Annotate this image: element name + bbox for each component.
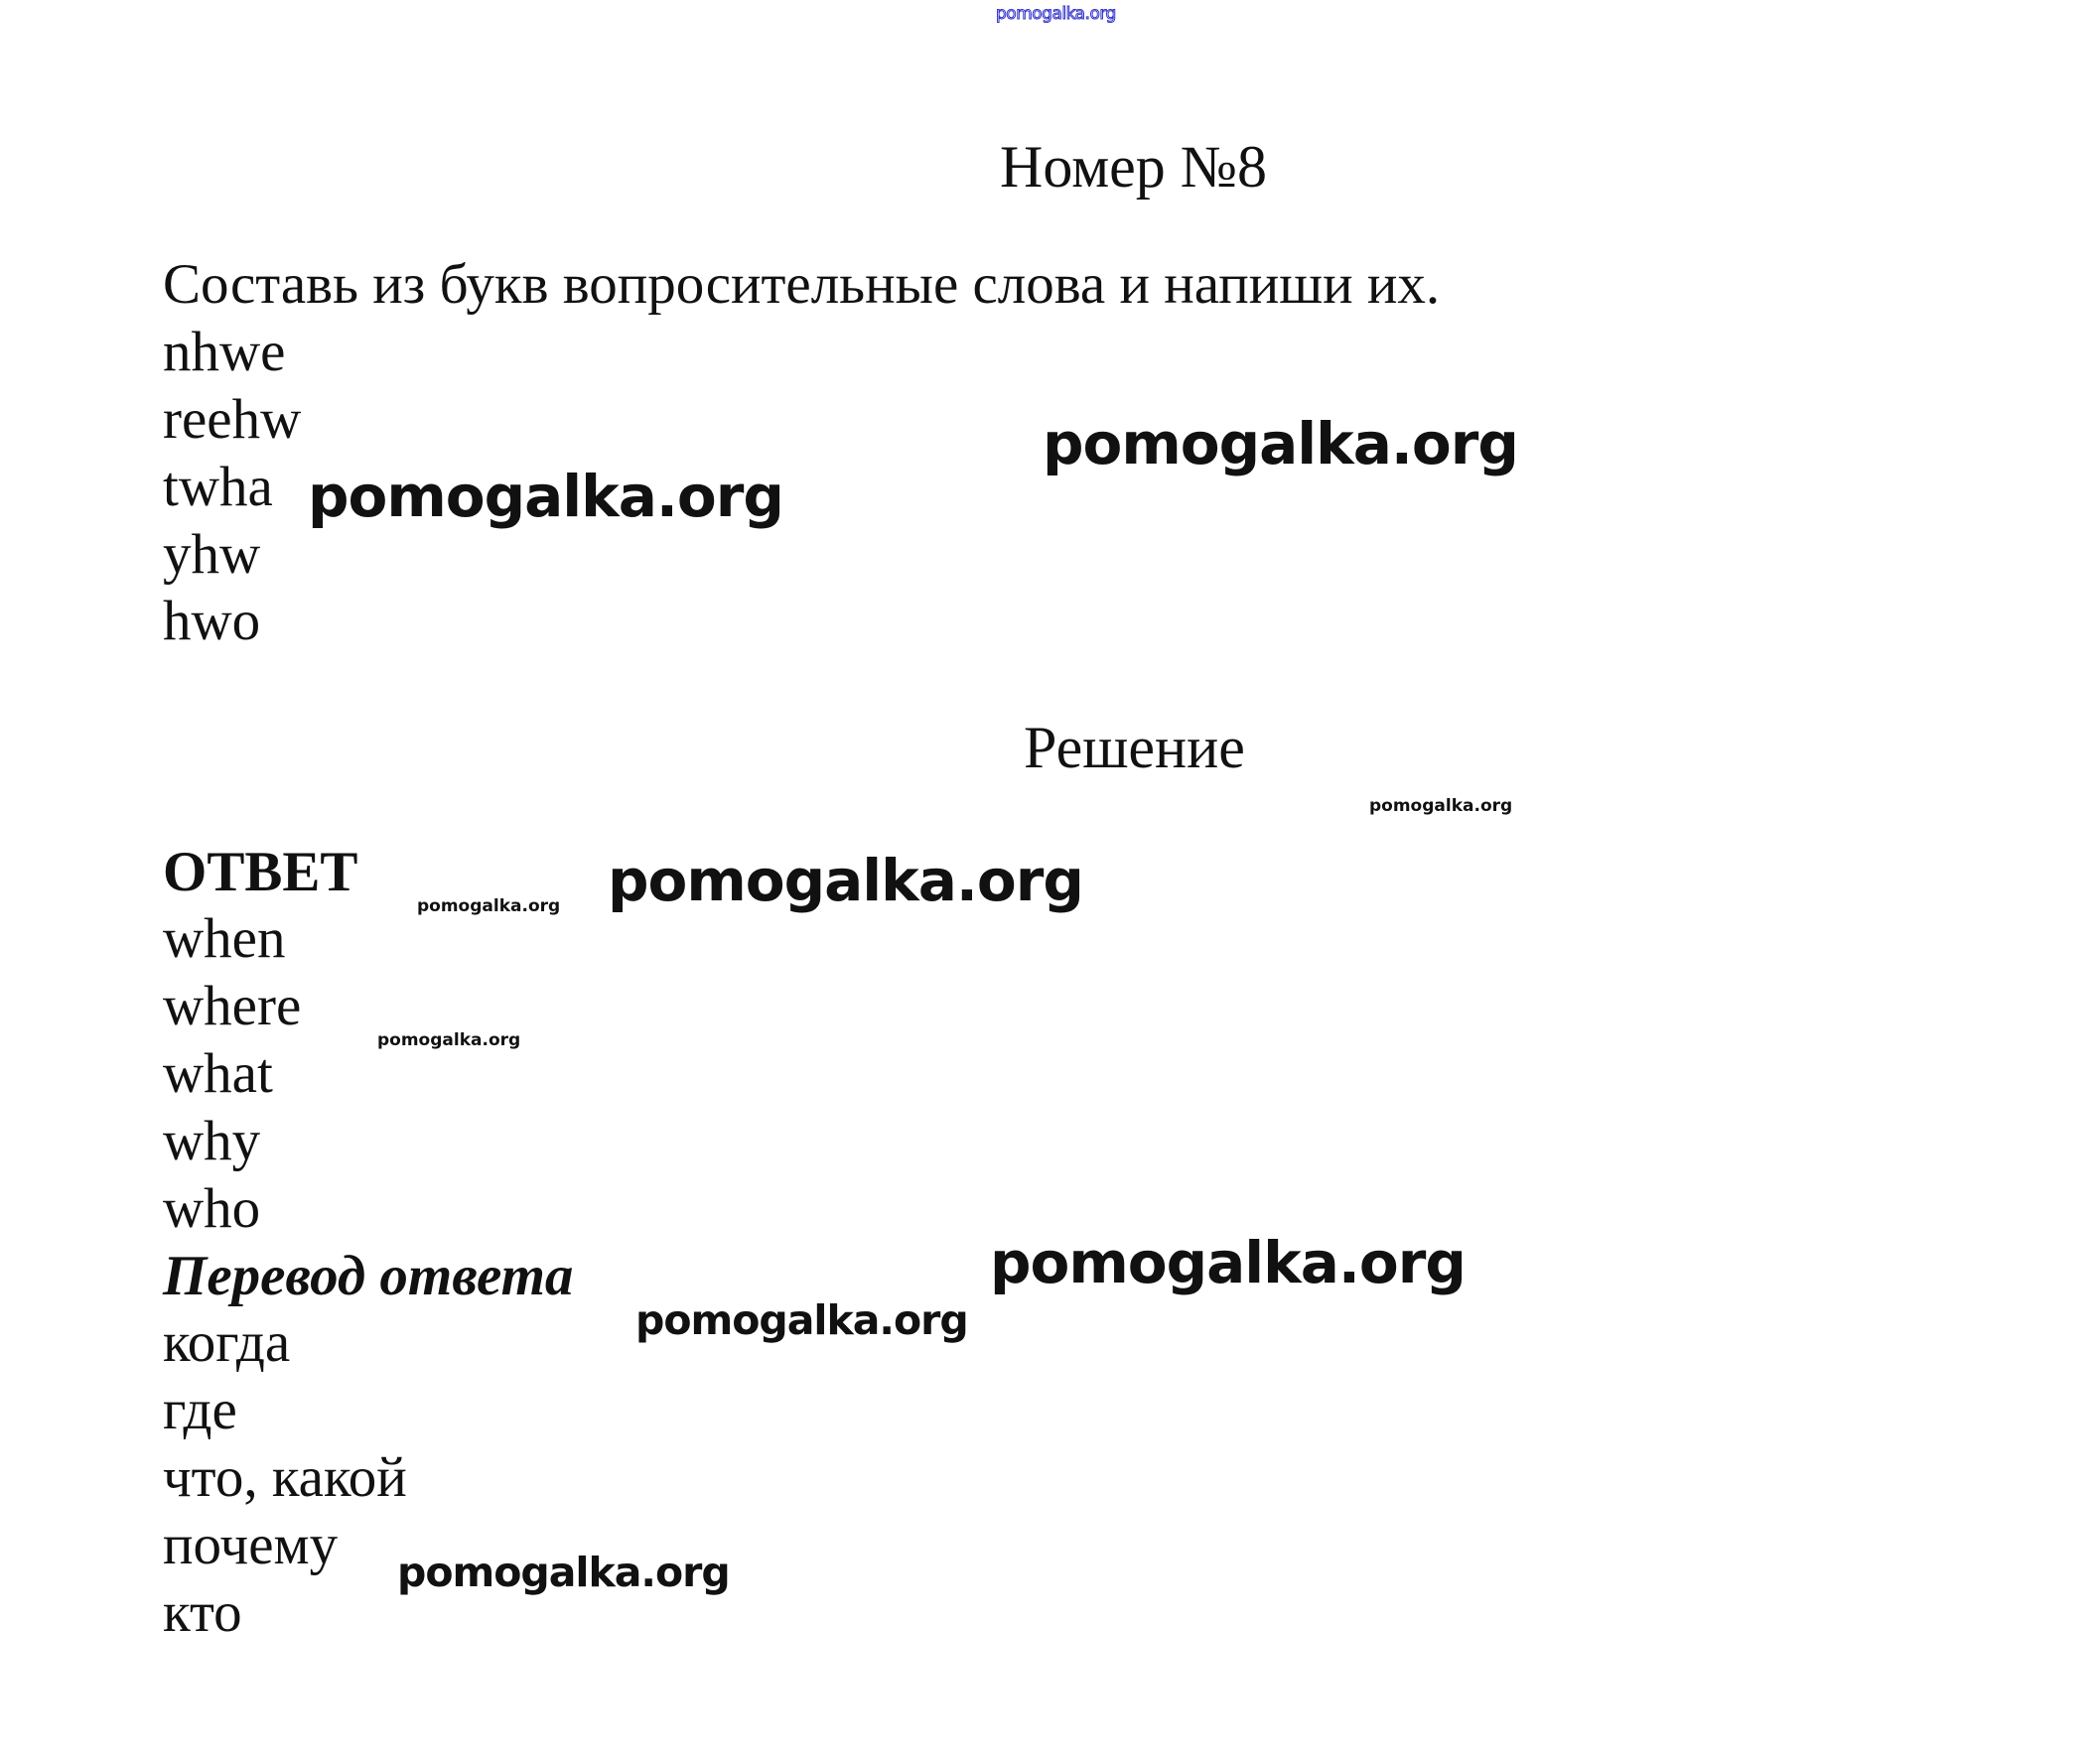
translation-word: кто — [163, 1581, 242, 1644]
watermark: pomogalka.org — [377, 1030, 521, 1050]
watermark: pomogalka.org — [1043, 410, 1518, 477]
page-title: Номер №8 — [1000, 134, 1268, 200]
header-watermark: pomogalka.org — [996, 4, 1116, 24]
answer-word: where — [163, 975, 302, 1037]
answer-heading: ОТВЕТ — [163, 841, 358, 903]
answer-word: when — [163, 907, 286, 970]
translation-heading: Перевод ответа — [163, 1245, 574, 1307]
task-instruction: Составь из букв вопросительные слова и напиши их. — [163, 253, 1441, 316]
watermark: pomogalka.org — [308, 463, 783, 530]
solution-heading: Решение — [1024, 715, 1245, 780]
scrambled-word: hwo — [163, 590, 261, 652]
scrambled-word: reehw — [163, 388, 302, 451]
translation-word: когда — [163, 1311, 291, 1374]
answer-word: why — [163, 1110, 261, 1172]
watermark: pomogalka.org — [608, 847, 1083, 914]
scrambled-word: nhwe — [163, 321, 286, 383]
scrambled-word: twha — [163, 456, 273, 518]
answer-word: what — [163, 1042, 273, 1105]
translation-word: что, какой — [163, 1446, 407, 1509]
watermark: pomogalka.org — [397, 1549, 730, 1596]
translation-word: где — [163, 1379, 237, 1441]
scrambled-word: yhw — [163, 523, 261, 586]
watermark: pomogalka.org — [417, 896, 561, 916]
watermark: pomogalka.org — [635, 1296, 968, 1344]
answer-word: who — [163, 1177, 261, 1240]
translation-word: почему — [163, 1514, 339, 1576]
watermark: pomogalka.org — [1369, 796, 1513, 816]
watermark: pomogalka.org — [990, 1229, 1466, 1296]
